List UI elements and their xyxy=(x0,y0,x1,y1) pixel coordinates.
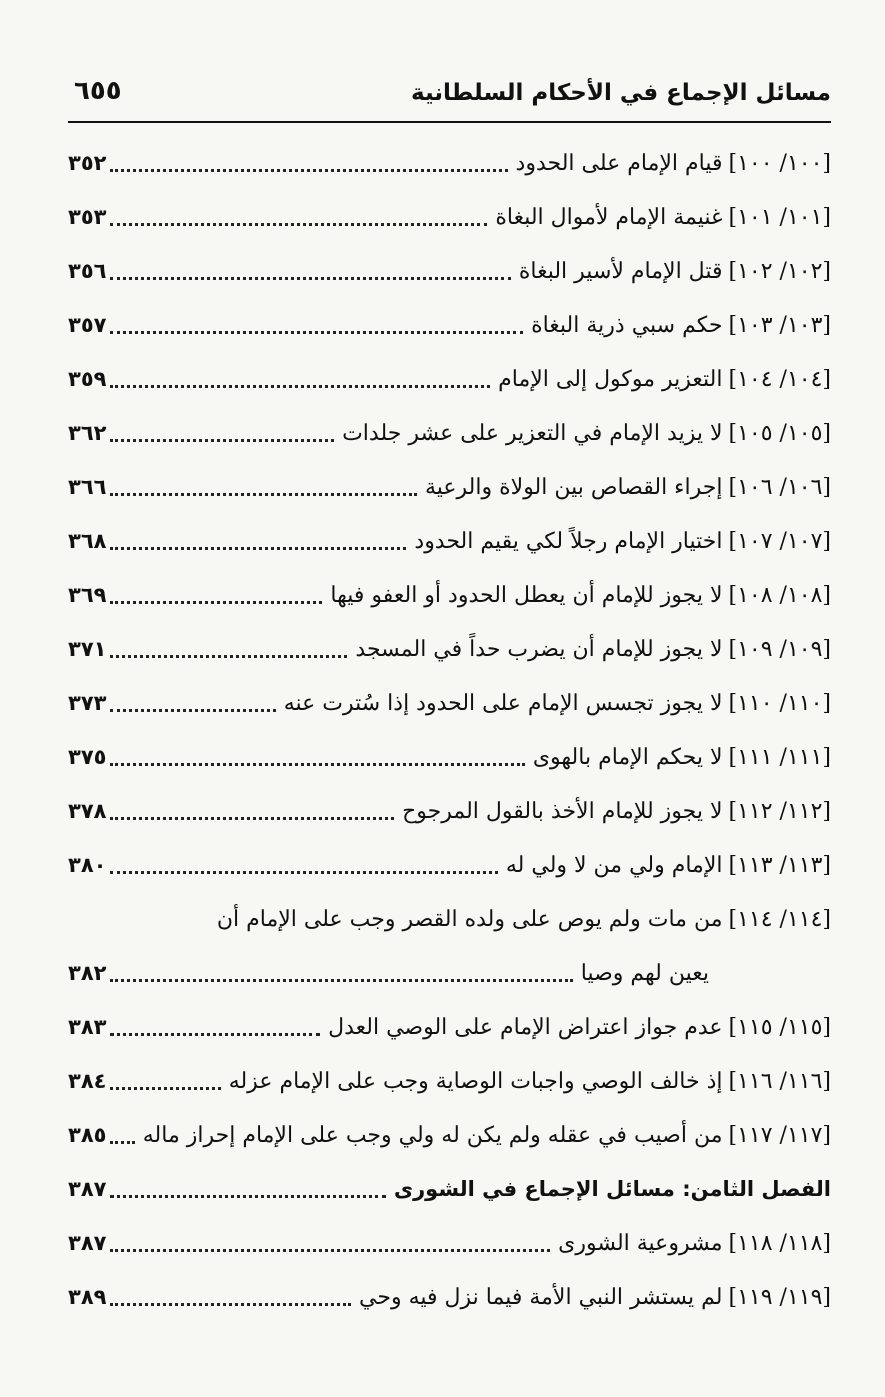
chapter-heading xyxy=(68,1162,831,1216)
entry-page: ٣٨٤ xyxy=(68,1069,107,1093)
entry-code: [١١٤/ ١١٤] xyxy=(728,906,831,932)
entry-page: ٣٦٨ xyxy=(68,529,107,553)
toc-entry xyxy=(68,406,831,460)
entry-title: من أصيب في عقله ولم يكن له ولي وجب على الإمام إحراز ماله xyxy=(142,1122,723,1148)
chapter-title: الفصل الثامن: مسائل الإجماع في الشورى xyxy=(393,1177,831,1201)
dot-leader xyxy=(110,655,347,658)
toc-entry xyxy=(68,838,831,892)
toc-entry xyxy=(68,676,831,730)
toc-entry xyxy=(68,622,831,676)
entry-title: حكم سبي ذرية البغاة xyxy=(531,312,723,338)
entry-page: ٣٦٢ xyxy=(68,421,107,445)
dot-leader xyxy=(110,169,507,172)
dot-leader xyxy=(110,331,523,334)
entry-title: اختيار الإمام رجلاً لكي يقيم الحدود xyxy=(414,528,723,554)
dot-leader xyxy=(110,385,490,388)
entry-title: إجراء القصاص بين الولاة والرعية xyxy=(424,474,723,500)
toc-entry xyxy=(68,730,831,784)
toc-entry xyxy=(68,190,831,244)
dot-leader xyxy=(110,1087,220,1090)
dot-leader xyxy=(110,1249,550,1252)
entry-title: لا يجوز للإمام أن يعطل الحدود أو العفو فيها xyxy=(330,582,723,608)
entry-title: لا يجوز تجسس الإمام على الحدود إذا سُترت عنه xyxy=(283,690,723,716)
entry-code: [١١٠/ ١١٠] xyxy=(728,690,831,716)
toc-entry xyxy=(68,244,831,298)
entry-code: [١١٨/ ١١٨] xyxy=(728,1230,831,1256)
entry-page: ٣٦٩ xyxy=(68,583,107,607)
toc-entry xyxy=(68,568,831,622)
page-header xyxy=(68,70,831,120)
toc-entry xyxy=(68,892,831,946)
dot-leader xyxy=(110,1141,134,1144)
entry-page: ٣٥٩ xyxy=(68,367,107,391)
toc-entry xyxy=(68,784,831,838)
dot-leader xyxy=(110,871,497,874)
entry-code: [١١٣/ ١١٣] xyxy=(728,852,831,878)
dot-leader xyxy=(110,1303,351,1306)
entry-code: [١٠٥/ ١٠٥] xyxy=(728,420,831,446)
entry-title: لا يزيد الإمام في التعزير على عشر جلدات xyxy=(342,420,723,446)
toc-entry xyxy=(68,352,831,406)
entry-code: [١٠٠/ ١٠٠] xyxy=(728,150,831,176)
toc-entry xyxy=(68,136,831,190)
entry-page: ٣٨٥ xyxy=(68,1123,107,1147)
entry-page: ٣٨٧ xyxy=(68,1231,107,1255)
entry-code: [١٠٣/ ١٠٣] xyxy=(728,312,831,338)
table-of-contents xyxy=(68,136,831,1324)
toc-entry xyxy=(68,1000,831,1054)
entry-page: ٣٦٦ xyxy=(68,475,107,499)
toc-entry-continuation xyxy=(68,946,831,1000)
toc-entry xyxy=(68,298,831,352)
header-rule xyxy=(68,121,831,123)
entry-code: [١١٩/ ١١٩] xyxy=(728,1284,831,1310)
dot-leader xyxy=(110,979,572,982)
entry-page: ٣٧١ xyxy=(68,637,107,661)
entry-title: لا يجوز للإمام أن يضرب حداً في المسجد xyxy=(355,636,723,662)
dot-leader xyxy=(110,439,334,442)
dot-leader xyxy=(110,277,510,280)
toc-entry xyxy=(68,514,831,568)
entry-code: [١٠٨/ ١٠٨] xyxy=(728,582,831,608)
entry-title: عدم جواز اعتراض الإمام على الوصي العدل xyxy=(328,1014,723,1040)
entry-code: [١١٥/ ١١٥] xyxy=(728,1014,831,1040)
toc-entry xyxy=(68,460,831,514)
entry-title: مشروعية الشورى xyxy=(558,1230,723,1256)
running-title: مسائل الإجماع في الأحكام السلطانية xyxy=(411,80,831,106)
entry-title: الإمام ولي من لا ولي له xyxy=(505,852,723,878)
dot-leader xyxy=(110,547,406,550)
entry-page: ٣٨٧ xyxy=(68,1177,107,1201)
dot-leader xyxy=(110,1195,385,1198)
entry-title: قيام الإمام على الحدود xyxy=(515,150,723,176)
entry-title: غنيمة الإمام لأموال البغاة xyxy=(495,204,723,230)
entry-code: [١١٧/ ١١٧] xyxy=(728,1122,831,1148)
toc-entry xyxy=(68,1108,831,1162)
entry-page: ٣٨٩ xyxy=(68,1285,107,1309)
entry-page: ٣٥٣ xyxy=(68,205,107,229)
entry-code: [١١٢/ ١١٢] xyxy=(728,798,831,824)
dot-leader xyxy=(110,709,275,712)
entry-page: ٣٨٣ xyxy=(68,1015,107,1039)
toc-entry xyxy=(68,1270,831,1324)
entry-page: ٣٧٣ xyxy=(68,691,107,715)
entry-title: لا يجوز للإمام الأخذ بالقول المرجوح xyxy=(402,798,723,824)
dot-leader xyxy=(110,601,322,604)
toc-entry xyxy=(68,1216,831,1270)
entry-code: [١١٦/ ١١٦] xyxy=(728,1068,831,1094)
dot-leader xyxy=(110,1033,320,1036)
entry-title: لم يستشر النبي الأمة فيما نزل فيه وحي xyxy=(359,1284,723,1310)
entry-title: لا يحكم الإمام بالهوى xyxy=(532,744,723,770)
entry-title-continued: يعين لهم وصيا xyxy=(580,960,709,986)
entry-code: [١٠١/ ١٠١] xyxy=(728,204,831,230)
dot-leader xyxy=(110,817,394,820)
entry-title: إذ خالف الوصي واجبات الوصاية وجب على الإمام عزله xyxy=(228,1068,723,1094)
page-number: ٦٥٥ xyxy=(74,76,122,106)
dot-leader xyxy=(110,223,487,226)
entry-title: التعزير موكول إلى الإمام xyxy=(498,366,723,392)
entry-code: [١٠٧/ ١٠٧] xyxy=(728,528,831,554)
entry-page: ٣٨٠ xyxy=(68,853,107,877)
entry-code: [١٠٤/ ١٠٤] xyxy=(728,366,831,392)
entry-page: ٣٧٨ xyxy=(68,799,107,823)
entry-title: من مات ولم يوص على ولده القصر وجب على الإمام أن xyxy=(216,906,723,932)
toc-entry xyxy=(68,1054,831,1108)
entry-page: ٣٥٦ xyxy=(68,259,107,283)
entry-page: ٣٨٢ xyxy=(68,961,107,985)
entry-code: [١٠٢/ ١٠٢] xyxy=(728,258,831,284)
entry-title: قتل الإمام لأسير البغاة xyxy=(518,258,723,284)
entry-code: [١٠٩/ ١٠٩] xyxy=(728,636,831,662)
dot-leader xyxy=(110,493,417,496)
entry-page: ٣٥٧ xyxy=(68,313,107,337)
entry-page: ٣٧٥ xyxy=(68,745,107,769)
entry-code: [١١١/ ١١١] xyxy=(728,744,831,770)
dot-leader xyxy=(110,763,524,766)
entry-code: [١٠٦/ ١٠٦] xyxy=(728,474,831,500)
entry-page: ٣٥٢ xyxy=(68,151,107,175)
